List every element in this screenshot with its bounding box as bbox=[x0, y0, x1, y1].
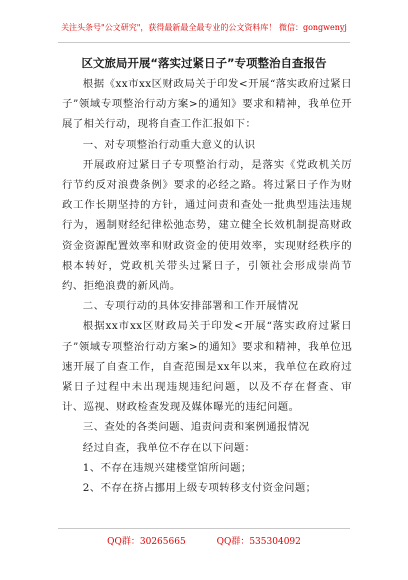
document-body bbox=[62, 74, 352, 498]
footer-qq-group-1: QQ群：30265665 bbox=[107, 537, 186, 547]
list-item-2: 2、不存在挤占挪用上级专项转移支付资金问题； bbox=[82, 482, 317, 495]
footer bbox=[0, 534, 408, 547]
header-divider bbox=[58, 42, 350, 43]
document-title: 区文旅局开展“落实过紧日子”专项整治自查报告 bbox=[81, 56, 327, 70]
section-heading-2: 二、专项行动的具体安排部署和工作开展情况 bbox=[82, 300, 299, 313]
paragraph-intro: 根据《xx市xx区财政局关于印发<开展“落实政府过紧日子”领域专项整治行动方案>的通知》要求和精神，我单位开展了相关行动，现将自查工作汇报如下： bbox=[62, 78, 352, 131]
footer-divider bbox=[58, 528, 350, 529]
paragraph-section-3: 经过自查，我单位不存在以下问题： bbox=[82, 441, 256, 454]
paragraph-section-1: 开展政府过紧日子专项整治行动，是落实《党政机关厉行节约反对浪费条例》要求的必经之路。将过紧日子作为财政工作长期坚持的方针，通过问责和查处一批典型违法违规行为，遏制财经纪律松弛态势，建立健全长效机制提高财政资金资源配置效率和财政资金的使用效率，实现财经秩序的根本转好，党政机关带头过紧日子，引领社会形成崇尚节约、拒绝浪费的新风尚。 bbox=[62, 158, 352, 293]
section-heading-3: 三、查处的各类问题、追责问责和案例通报情况 bbox=[82, 421, 310, 434]
footer-qq-group-2: QQ群：535304092 bbox=[216, 537, 301, 547]
list-item-1: 1、不存在违规兴建楼堂馆所问题； bbox=[82, 461, 252, 474]
header-banner: 关注头条号"公文研究"，获得最新最全最专业的公文资料库！ 微信：gongwenyj bbox=[61, 23, 347, 32]
section-heading-1: 一、对专项整治行动重大意义的认识 bbox=[82, 138, 256, 151]
paragraph-section-2: 根据xx市xx区财政局关于印发<开展“落实政府过紧日子”领域专项整治行动方案>的通知》要求和精神，我单位迅速开展了自查工作，自查范围是xx年以来，我单位在政府过紧日子过程中未出现违规违纪问题，以及不存在督查、审计、巡视、财政检查发现及媒体曝光的违纪问题。 bbox=[62, 320, 352, 414]
